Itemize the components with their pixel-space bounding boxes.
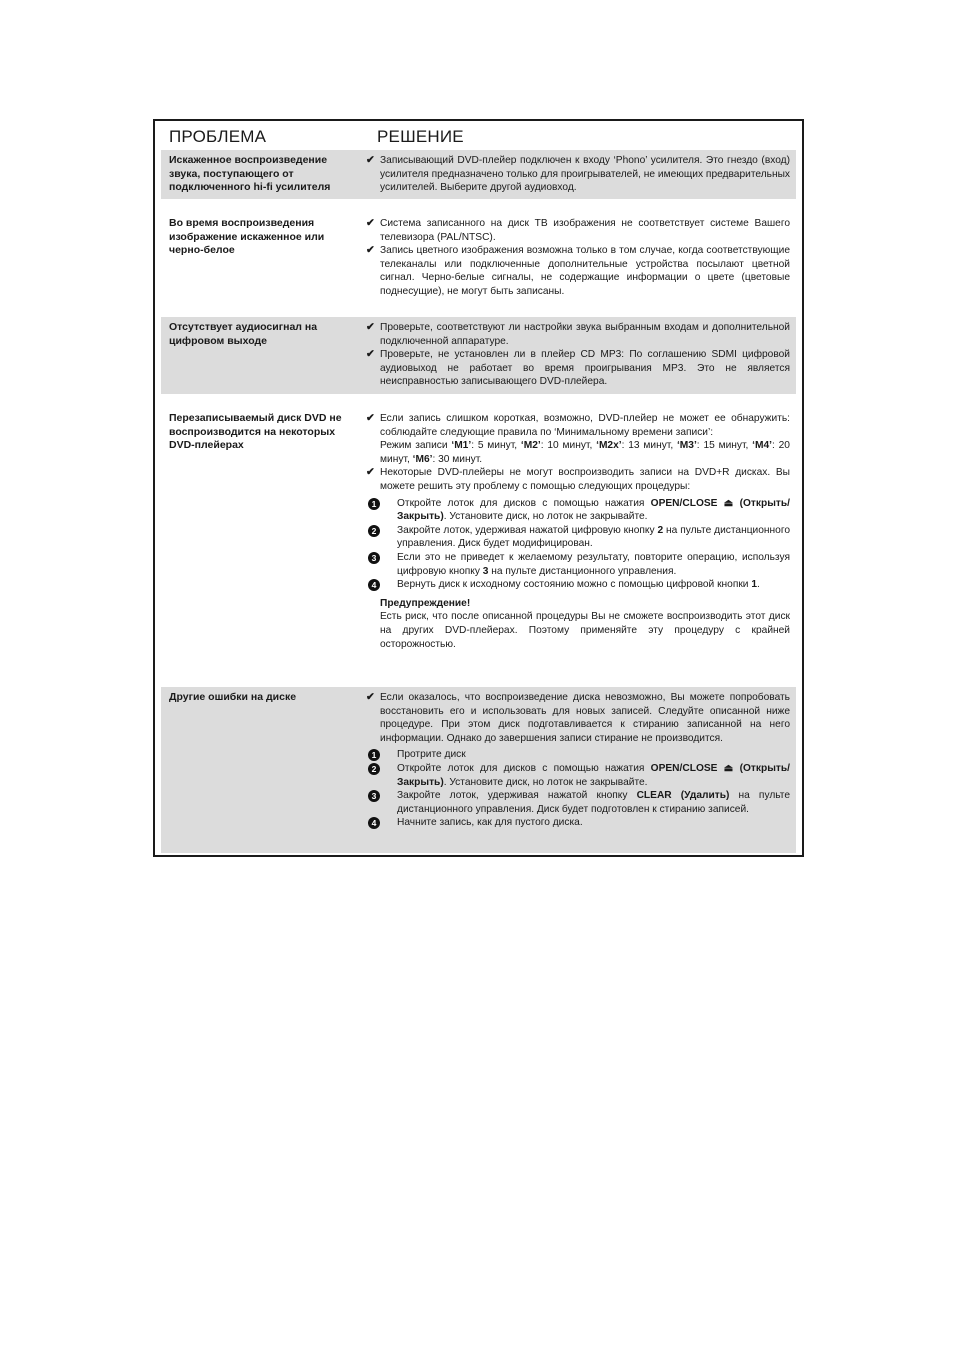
mode-m4-value: : 20 минут, xyxy=(380,440,790,465)
troubleshooting-table xyxy=(153,119,804,857)
mode-m2-value: : 10 минут, xyxy=(540,440,597,452)
table-row xyxy=(161,213,796,307)
solution-text: Некоторые DVD-плейеры не могут воспроизводить записи на DVD+R дисках. Вы можете решить эту проблему с помощью следующих процедуры: xyxy=(380,467,790,492)
step-text-end: . Установите диск, но лоток не закрывайте. xyxy=(443,776,648,788)
step-text: Закройте лоток, удерживая нажатой кнопку xyxy=(397,790,637,802)
step-key: 3 xyxy=(482,565,489,577)
step-text: Закройте лоток, удерживая нажатой цифровую кнопку xyxy=(397,524,658,536)
solution-text: Проверьте, соответствуют ли настройки звука выбранным входам и дополнительной подключенной аппаратуре. xyxy=(380,322,790,347)
record-mode-times xyxy=(369,439,790,466)
step-key: 1 xyxy=(751,579,757,591)
check-icon: ✔ xyxy=(366,154,375,166)
check-icon: ✔ xyxy=(366,348,375,361)
check-icon: ✔ xyxy=(366,244,375,257)
solution-item xyxy=(366,348,790,389)
solution-item xyxy=(366,154,790,195)
table-row xyxy=(161,150,796,199)
mode-m6-value: : 30 минут. xyxy=(432,453,483,465)
solution-item xyxy=(366,217,790,244)
mode-m2x-value: : 13 минут, xyxy=(621,440,677,452)
solution-text: Запись цветного изображения возможна только в том случае, когда соответствующие телеканалы или подключенные дополнительные устройства посылают цветной сигнал. Черно-белые сигналы, не содержащие информации о цвете (цветовые поднесущие), не могут быть записаны. xyxy=(380,245,790,297)
header-problem: ПРОБЛЕМА xyxy=(169,127,267,146)
solution-item xyxy=(366,466,790,493)
table-row xyxy=(161,687,796,853)
step-item xyxy=(369,497,790,524)
solution-text: Записывающий DVD-плейер подключен к входу ‘Phono’ усилителя. Это гнездо (вход) усилителя предназначено только для проигрывателей, не имеющих предварительных усилителей. Выберите другой аудиовход. xyxy=(380,155,790,194)
step-text: Вернуть диск к исходному состоянию можно с помощью цифровой кнопки xyxy=(397,579,752,591)
step-text-end: . Установите диск, но лоток не закрывайте. xyxy=(443,511,648,523)
problem-text: Другие ошибки на диске xyxy=(169,691,297,703)
table-row xyxy=(161,317,796,394)
solution-text: Проверьте, не установлен ли в плейер CD MP3: По соглашению SDMI цифровой аудиовыход не работает во время проигрывания MP3. Это не является неисправностью записывающего DVD-плейера. xyxy=(380,349,790,388)
step-key: 2 xyxy=(657,524,664,536)
mode-m2x: ‘M2x’ xyxy=(596,440,622,452)
step-item xyxy=(369,762,790,789)
solution-text: Если запись слишком короткая, возможно, DVD-плейер не может ее обнаружить: соблюдайте следующие правила по ‘Минимальному времени записи’: xyxy=(380,413,790,438)
warning-title: Предупреждение! xyxy=(380,597,471,609)
mode-m4: ‘M4’ xyxy=(752,440,772,452)
mode-m6: ‘M6’ xyxy=(412,453,433,465)
steps-list xyxy=(369,748,790,830)
solution-cell xyxy=(366,154,790,195)
step-item xyxy=(369,748,790,762)
solution-cell xyxy=(366,691,790,830)
problem-text: Во время воспроизведения изображение искаженное или черно-белое xyxy=(169,217,325,257)
solution-cell xyxy=(366,412,790,651)
step-number-icon: 1 xyxy=(368,498,380,510)
warning-text: Есть риск, что после описанной процедуры Вы не сможете воспроизводить этот диск на других DVD-плейерах. Поэтому применяйте эту процедуру с крайней осторожностью. xyxy=(380,611,790,650)
step-item xyxy=(369,578,790,592)
check-icon: ✔ xyxy=(366,412,375,424)
header-solution: РЕШЕНИЕ xyxy=(377,127,464,146)
solution-text: Система записанного на диск ТВ изображения не соответствует системе Вашего телевизора (PAL/NTSC). xyxy=(380,218,790,243)
mode-m1-value: : 5 минут, xyxy=(471,440,521,452)
step-number-icon: 4 xyxy=(368,817,380,829)
step-text: Протрите диск xyxy=(397,749,466,761)
solution-text: Если оказалось, что воспроизведение диска невозможно, Вы можете попробовать восстановить его и использовать для новых записей. Следуйте описанной ниже процедуре. При этом диск подготавливается к стиранию записанной на него информации. Однако до завершения записи стирание не производится. xyxy=(380,692,790,744)
step-text-end: . xyxy=(757,579,760,591)
step-item xyxy=(369,789,790,816)
step-number-icon: 2 xyxy=(368,525,380,537)
solution-item xyxy=(366,412,790,439)
step-number-icon: 4 xyxy=(368,579,380,591)
step-key: OPEN/CLOSE ⏏ (Открыть/ Закрыть) xyxy=(397,762,790,788)
step-text: Начните запись, как для пустого диска. xyxy=(397,817,583,829)
step-number-icon: 3 xyxy=(368,790,380,802)
solution-cell xyxy=(366,321,790,389)
step-text: Откройте лоток для дисков с помощью нажатия xyxy=(397,762,651,774)
record-mode-label: Режим записи xyxy=(380,440,452,452)
warning-block xyxy=(369,597,790,651)
solution-item xyxy=(366,244,790,298)
mode-m3-value: : 15 минут, xyxy=(696,440,753,452)
steps-list xyxy=(369,497,790,592)
step-number-icon: 2 xyxy=(368,763,380,775)
step-key: CLEAR (Удалить) xyxy=(636,790,730,802)
check-icon: ✔ xyxy=(366,466,375,479)
check-icon: ✔ xyxy=(366,691,375,703)
step-item xyxy=(369,816,790,830)
mode-m2: ‘M2’ xyxy=(520,440,541,452)
step-number-icon: 1 xyxy=(368,749,380,761)
problem-text: Отсутствует аудиосигнал на цифровом выходе xyxy=(169,321,318,347)
mode-m3: ‘M3’ xyxy=(676,440,697,452)
step-text-end: на пульте дистанционного управления. xyxy=(488,565,677,577)
table-row xyxy=(161,408,796,674)
solution-item xyxy=(366,321,790,348)
step-text-end: на пульте дистанционного управления. Диск будет подготовлен к стиранию записей. xyxy=(397,790,790,815)
step-number-icon: 3 xyxy=(368,552,380,564)
step-key: OPEN/CLOSE ⏏ (Открыть/ Закрыть) xyxy=(397,497,790,523)
step-text: Откройте лоток для дисков с помощью нажатия xyxy=(397,497,651,509)
step-item xyxy=(369,551,790,578)
step-text: Если это не приведет к желаемому результату, повторите операцию, используя цифровую кнопку xyxy=(397,551,790,577)
check-icon: ✔ xyxy=(366,217,375,229)
solution-item xyxy=(366,691,790,745)
step-item xyxy=(369,524,790,551)
solution-cell xyxy=(366,217,790,299)
problem-text: Перезаписываемый диск DVD не воспроизводится на некоторых DVD-плейерах xyxy=(169,412,342,452)
step-text-end: на пульте дистанционного управления. Диск будет модифицирован. xyxy=(397,524,790,550)
problem-text: Искаженное воспроизведение звука, поступающего от подключенного hi-fi усилителя xyxy=(169,154,331,194)
mode-m1: ‘M1’ xyxy=(451,440,472,452)
check-icon: ✔ xyxy=(366,321,375,333)
